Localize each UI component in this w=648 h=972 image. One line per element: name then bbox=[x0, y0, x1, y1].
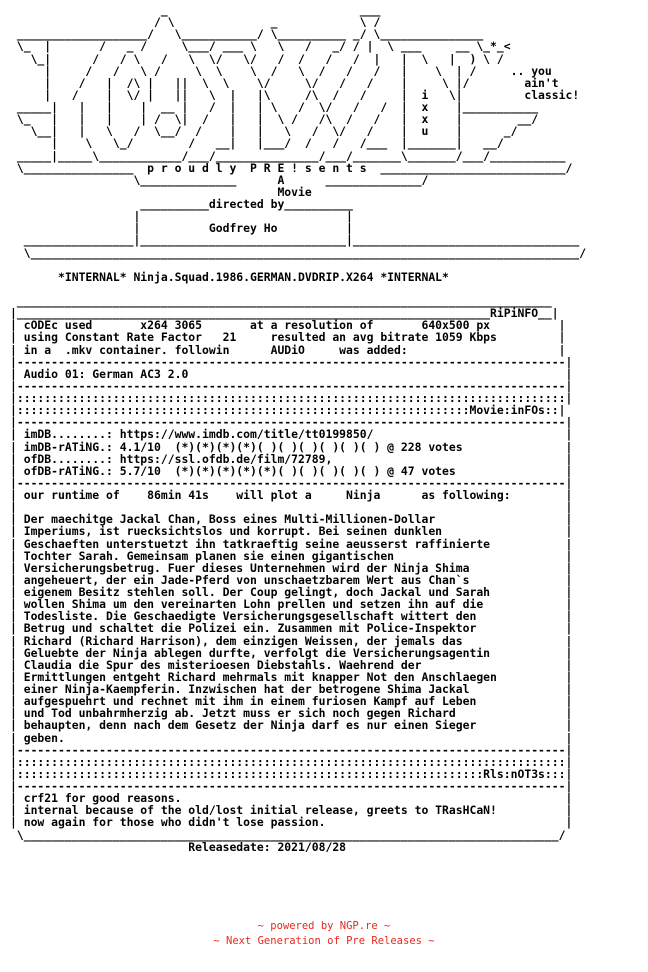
nfo-line: | wollen Shima um den vereinarten Lohn prellen und setzen ihn auf die | bbox=[10, 597, 573, 612]
nfo-line: \_ | / _ / \___/ ___ \ \ / _/ / | \ ___ __ \_*_< bbox=[10, 39, 511, 54]
nfo-line: |--------------------------------------------------------------------------------| bbox=[10, 742, 573, 757]
nfo-line: | / | \/ | || \ | |\ /\ / / | i \| classic! bbox=[10, 87, 580, 102]
nfo-line: | angeheuert, der ein Jade-Pferd von unschaetzbarem Wert aus Chan`s | bbox=[10, 572, 573, 587]
nfo-line: |--------------------------------------------------------------------------------| bbox=[10, 475, 573, 490]
nfo-line: | Richard (Richard Harrison), dem einzigen Weissen, der jemals das | bbox=[10, 633, 573, 648]
nfo-line: _____| | | | __ | / | | \ / \/ / / | x |___________ bbox=[10, 100, 539, 114]
nfo-line: | Audio 01: German AC3 2.0 | bbox=[10, 366, 573, 381]
nfo-line: | Versicherungsbetrug. Fuer dieses Unternehmen wird der Ninja Shima | bbox=[10, 560, 573, 575]
nfo-line: | Geluebte der Ninja ablegen durfte, verfolgt die Versicherungsagentin | bbox=[10, 645, 573, 660]
nfo-line: | einer Ninja-Kaempferin. Inzwischen hat der betrogene Shima Jackal | bbox=[10, 682, 573, 696]
nfo-text-block bbox=[10, 4, 586, 853]
nfo-line: ________________|______________________________|_________________________________ bbox=[10, 233, 580, 248]
nfo-line: | Imperiums, ist ruecksichtslos und korrupt. Bei seinen dunklen | bbox=[10, 524, 573, 539]
nfo-line: | in a .mkv container. followin AUDiO was added: | bbox=[10, 342, 566, 357]
nfo-line: |::::::::::::::::::::::::::::::::::::::::::::::::::::::::::::::::::::::::::::::::| bbox=[10, 391, 573, 405]
tagline-footer: ~ Next Generation of Pre Releases ~ bbox=[213, 935, 435, 947]
nfo-line: *INTERNAL* Ninja.Squad.1986.GERMAN.DVDRIP.X264 *INTERNAL* bbox=[10, 269, 449, 284]
nfo-line: |--------------------------------------------------------------------------------| bbox=[10, 354, 573, 369]
nfo-line: | und Tod unbahrmherzig ab. Jetzt muss er sich noch gegen Richard | bbox=[10, 706, 573, 721]
nfo-line: / \ _ \ / bbox=[10, 15, 381, 30]
nfo-line: \________________________________________________________________________________/ bbox=[10, 245, 587, 260]
nfo-line: |::::::::::::::::::::::::::::::::::::::::::::::::::::::::::::::::::::::::::::::::| bbox=[10, 754, 573, 769]
nfo-line: | Betrug und schaltet die Polizei ein. Zusammen mit Police-Inspektor | bbox=[10, 621, 573, 636]
nfo-line: |_____________________________________________________________________RiPiNFO__| bbox=[10, 306, 559, 321]
nfo-line: |--------------------------------------------------------------------------------| bbox=[10, 415, 573, 430]
nfo-line: \_ | | | | / \| / | | \ / /\ / / | x | __/ bbox=[10, 112, 539, 127]
nfo-line: | eigenem Besitz stehlen soll. Der Coup gelingt, doch Jackal und Sarah | bbox=[10, 585, 573, 599]
nfo-line: | geben. | bbox=[10, 730, 573, 745]
nfo-line: |::::::::::::::::::::::::::::::::::::::::::::::::::::::::::::::::::::Rls:nOT3s:::| bbox=[10, 766, 573, 781]
nfo-line: _____|_____\____________/___/_______________/___/_______\_______/___/___________ bbox=[10, 148, 566, 163]
nfo-line: | Todesliste. Die Geschaedigte Versicherungsgesellschaft wittert den | bbox=[10, 609, 573, 624]
nfo-line: | Ermittlungen entgeht Richard mehrmals mit knapper Not den Anschlaegen | bbox=[10, 669, 573, 684]
nfo-line: | imDB........: https://www.imdb.com/title/tt0199850/ | bbox=[10, 427, 573, 442]
nfo-line: | using Constant Rate Factor 21 resulted an avg bitrate 1059 Kbps | bbox=[10, 330, 566, 345]
nfo-line: ______________________________________________________________________________ bbox=[10, 294, 552, 308]
nfo-line: |--------------------------------------------------------------------------------| bbox=[10, 779, 573, 793]
nfo-line: _ ___ bbox=[10, 3, 381, 17]
nfo-line: | | bbox=[10, 500, 573, 515]
nfo-line: | aufgespuehrt und rechnet mit ihm in einem furiosen Kampf auf Leben | bbox=[10, 694, 573, 709]
nfo-line: | now again for those who didn't lose passion. | bbox=[10, 815, 573, 830]
nfo-line: ___________________/ \___________/ \__________ _/ \_______________ bbox=[10, 27, 484, 42]
nfo-line: | crf21 for good reasons. | bbox=[10, 791, 573, 806]
nfo-line: |::::::::::::::::::::::::::::::::::::::::::::::::::::::::::::::::::Movie:inFOs::| bbox=[10, 403, 566, 418]
nfo-line: \______________ A ______________/ bbox=[10, 172, 429, 187]
nfo-line: | / / \ / \ \ \ / \ / / / | \ | / .. you bbox=[10, 63, 552, 78]
nfo-line: | internal because of the old/lost initial release, greets to TRasHCaN! | bbox=[10, 803, 573, 818]
nfo-line: | imDB-rATiNG.: 4.1/10 (*)(*)(*)(*)( )( )( )( )( )( ) @ 228 votes | bbox=[10, 439, 573, 454]
nfo-line: | our runtime of 86min 41s will plot a Ninja as following: | bbox=[10, 488, 573, 502]
nfo-line: | Tochter Sarah. Gemeinsam planen sie einen gigantischen | bbox=[10, 548, 573, 563]
nfo-line: | Der maechitge Jackal Chan, Boss eines Multi-Millionen-Dollar | bbox=[10, 512, 573, 527]
nfo-line: | Godfrey Ho | bbox=[10, 221, 353, 236]
powered-by-footer: ~ powered by NGP.re ~ bbox=[257, 920, 391, 932]
nfo-line: | cODEc used x264 3065 at a resolution of 640x500 px | bbox=[10, 318, 566, 333]
nfo-line: \______________________________________________________________________________/ bbox=[10, 827, 566, 842]
nfo-line: | behaupten, denn nach dem Gesetz der Ninja darf es nur einen Sieger | bbox=[10, 718, 573, 733]
nfo-line: | ofDB-rATiNG.: 5.7/10 (*)(*)(*)(*)(*)( )( )( )( )( ) @ 47 votes | bbox=[10, 463, 573, 478]
nfo-line: | | bbox=[10, 209, 353, 224]
nfo-line: |--------------------------------------------------------------------------------| bbox=[10, 378, 573, 393]
nfo-line: \________________ p r o u d l y P R E ! s e n t s ___________________________/ bbox=[10, 160, 573, 175]
nfo-line: | \ \_/ / __| |___/ / / /___ |_______| __/ bbox=[10, 136, 504, 151]
nfo-line: Movie bbox=[10, 184, 312, 199]
nfo-line: | ofDB........: https://ssl.ofdb.de/film/72789, | bbox=[10, 451, 573, 466]
nfo-line: | Claudia die Spur des misterioesen Diebstahls. Waehrend der | bbox=[10, 657, 573, 672]
nfo-line: | Geschaeften unterstuetzt ihn tatkraeftig seine aeusserst raffinierte | bbox=[10, 536, 573, 551]
nfo-line: __________directed by__________ bbox=[10, 197, 353, 211]
nfo-line: \_| / / \ / \ \/ \/ / / / / | | \ | ) \ / bbox=[10, 51, 504, 66]
nfo-line: | / | /\ | || \ \ \/ \/ / / | \ |/ ain't bbox=[10, 75, 559, 90]
nfo-line: \__| | \ / \__/ / | | \ / \/ / | u | _/ bbox=[10, 124, 518, 139]
nfo-line: Releasedate: 2021/08/28 bbox=[10, 839, 347, 854]
